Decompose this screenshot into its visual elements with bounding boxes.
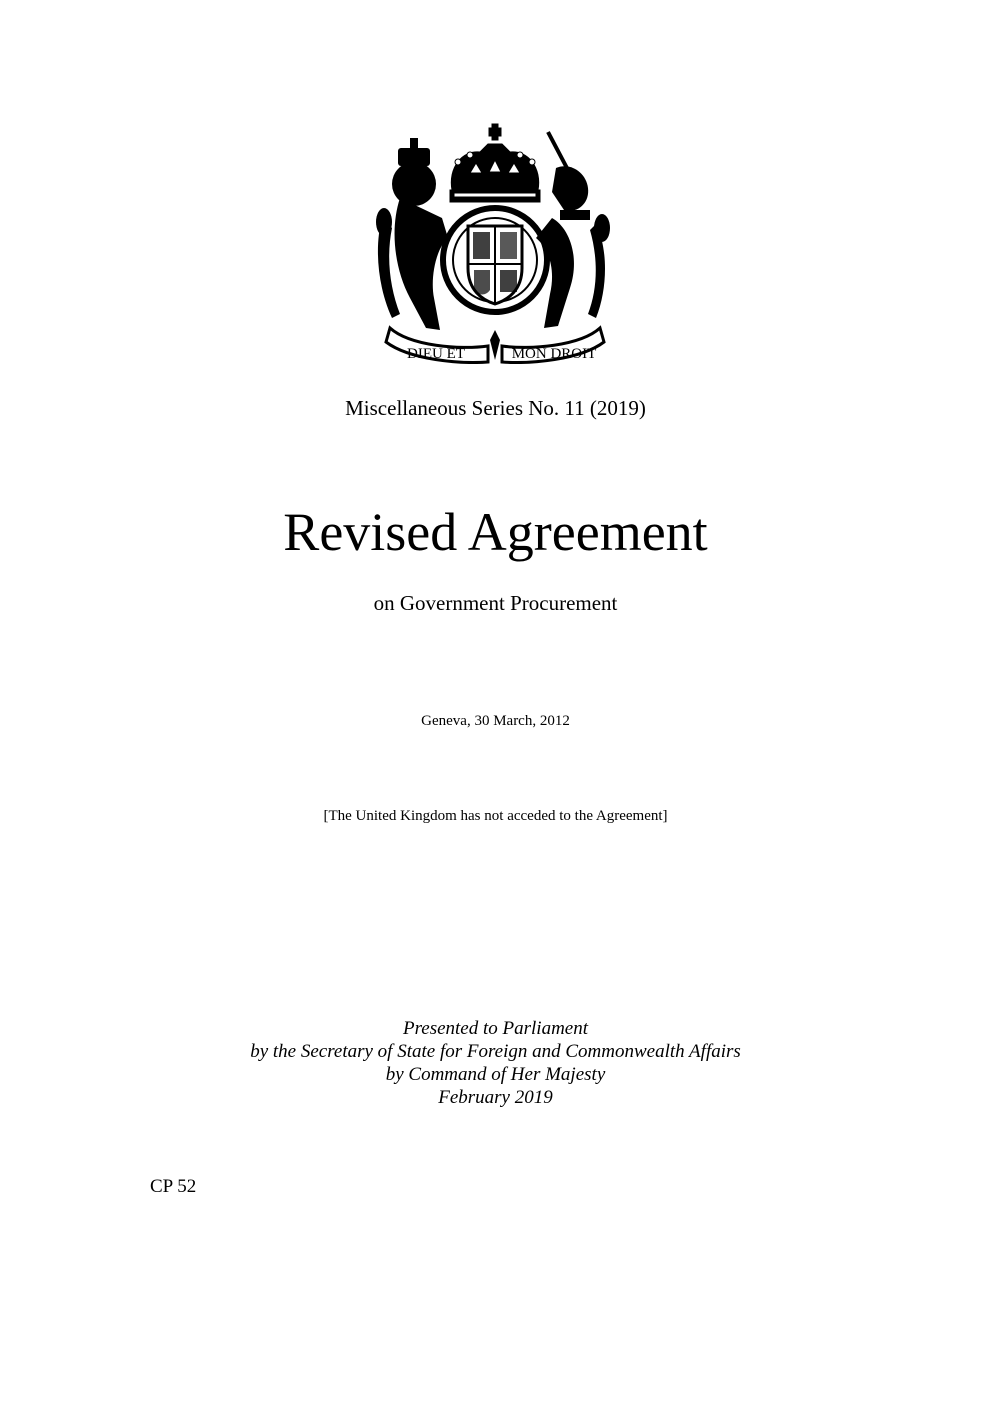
presentation-date: February 2019 (438, 1087, 553, 1108)
shield-icon (443, 208, 547, 312)
presentation-line: by the Secretary of State for Foreign and Commonwealth Affairs (250, 1041, 741, 1062)
place-and-date: Geneva, 30 March, 2012 (421, 713, 570, 729)
series-label: Miscellaneous Series No. 11 (2019) (345, 396, 646, 420)
motto-scroll (386, 328, 604, 362)
royal-coat-of-arms-icon (370, 118, 620, 364)
presentation-block (0, 1017, 991, 1109)
presentation-line: by Command of Her Majesty (385, 1064, 606, 1085)
document-subtitle: on Government Procurement (373, 591, 618, 615)
crown-icon (450, 124, 540, 202)
command-paper-number: CP 52 (150, 1176, 197, 1197)
svg-text:DIEU ET: DIEU ET (407, 346, 465, 362)
document-title: Revised Agreement (283, 502, 708, 562)
accession-note: [The United Kingdom has not acceded to the Agreement] (323, 808, 668, 824)
svg-text:MON DROIT: MON DROIT (511, 346, 597, 362)
unicorn-icon (536, 132, 610, 328)
presentation-line: Presented to Parliament (402, 1018, 589, 1039)
lion-icon (376, 138, 448, 330)
